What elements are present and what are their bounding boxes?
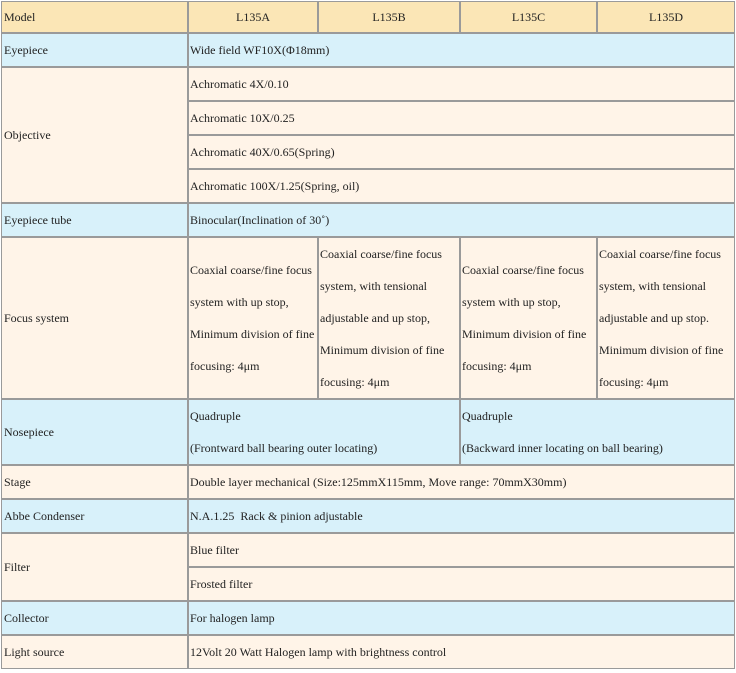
collector-label: Collector: [1, 601, 188, 635]
eyepiece-label: Eyepiece: [1, 33, 188, 67]
focus-system-label: Focus system: [1, 237, 188, 399]
filter-label: Filter: [1, 533, 188, 601]
nosepiece-right-title: Quadruple: [462, 409, 513, 423]
focus-system-l135b: Coaxial coarse/fine focus system, with tensional adjustable and up stop, Minimum division of fine focusing: 4μm: [318, 237, 460, 399]
objective-value-1: Achromatic 4X/0.10: [188, 67, 735, 101]
objective-row: [1, 67, 735, 101]
filter-value-1: Blue filter: [188, 533, 735, 567]
objective-value-4: Achromatic 100X/1.25(Spring, oil): [188, 169, 735, 203]
focus-system-l135d: Coaxial coarse/fine focus system, with tensional adjustable and up stop. Minimum division of fine focusing: 4μm: [597, 237, 735, 399]
eyepiece-value: Wide field WF10X(Φ18mm): [188, 33, 735, 67]
eyepiece-tube-value: Binocular(Inclination of 30˚): [188, 203, 735, 237]
eyepiece-row: [1, 33, 735, 67]
light-source-label: Light source: [1, 635, 188, 669]
nosepiece-left: [188, 399, 460, 465]
filter-row: [1, 533, 735, 567]
stage-row: [1, 465, 735, 499]
model-l135b: L135B: [318, 1, 460, 33]
header-row: [1, 1, 735, 33]
objective-value-3: Achromatic 40X/0.65(Spring): [188, 135, 735, 169]
model-label: Model: [1, 1, 188, 33]
collector-value: For halogen lamp: [188, 601, 735, 635]
condenser-label: Abbe Condenser: [1, 499, 188, 533]
nosepiece-right-detail: (Backward inner locating on ball bearing): [462, 441, 663, 455]
focus-system-l135a: Coaxial coarse/fine focus system with up stop, Minimum division of fine focusing: 4μm: [188, 237, 318, 399]
eyepiece-tube-label: Eyepiece tube: [1, 203, 188, 237]
nosepiece-right: [460, 399, 735, 465]
light-source-value: 12Volt 20 Watt Halogen lamp with brightness control: [188, 635, 735, 669]
model-l135c: L135C: [460, 1, 597, 33]
filter-value-2: Frosted filter: [188, 567, 735, 601]
eyepiece-tube-row: [1, 203, 735, 237]
focus-system-l135c: Coaxial coarse/fine focus system with up stop, Minimum division of fine focusing: 4μm: [460, 237, 597, 399]
nosepiece-label: Nosepiece: [1, 399, 188, 465]
spec-table: [1, 1, 735, 669]
nosepiece-left-title: Quadruple: [190, 409, 241, 423]
stage-label: Stage: [1, 465, 188, 499]
stage-value: Double layer mechanical (Size:125mmX115mm, Move range: 70mmX30mm): [188, 465, 735, 499]
condenser-row: [1, 499, 735, 533]
objective-label: Objective: [1, 67, 188, 203]
condenser-value: N.A.1.25 Rack & pinion adjustable: [188, 499, 735, 533]
collector-row: [1, 601, 735, 635]
focus-system-row: [1, 237, 735, 399]
nosepiece-left-detail: (Frontward ball bearing outer locating): [190, 441, 378, 455]
model-l135a: L135A: [188, 1, 318, 33]
nosepiece-row: [1, 399, 735, 465]
model-l135d: L135D: [597, 1, 735, 33]
light-source-row: [1, 635, 735, 669]
objective-value-2: Achromatic 10X/0.25: [188, 101, 735, 135]
